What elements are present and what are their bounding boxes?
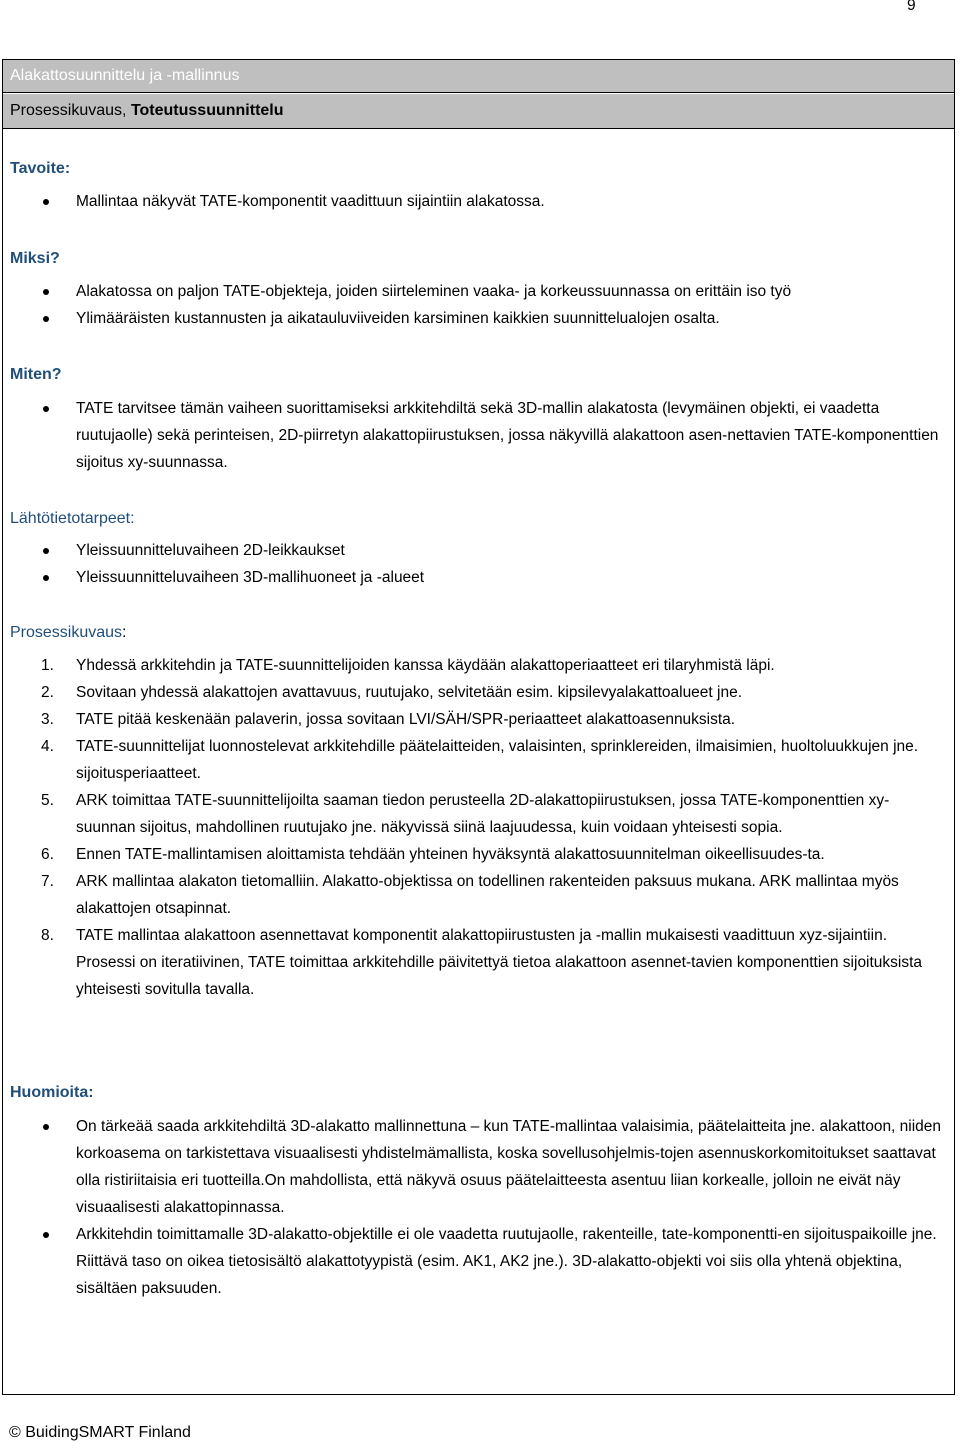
list-item: 3. TATE pitää keskenään palaverin, jossa sovitaan LVI/SÄH/SPR-periaatteet alakattoasennuksista. [41,711,736,728]
miksi-list [3,278,954,332]
list-item: 6. Ennen TATE-mallintamisen aloittamista tehdään yhteinen hyväksyntä alakattosuunnitelman oikeellisuudes-ta. [41,846,825,863]
lahtotiedot-heading: Lähtötietotarpeet: [10,510,135,527]
page-number: 9 [907,0,916,14]
list-item: Yleissuunnitteluvaiheen 3D-mallihuoneet ja -alueet [3,564,954,591]
prosessikuvaus-list [3,652,954,1003]
list-item: Ylimääräisten kustannusten ja aikatauluviiveiden karsiminen kaikkien suunnittelualojen osalta. [3,305,954,332]
list-item: Alakatossa on paljon TATE-objekteja, joiden siirteleminen vaaka- ja korkeussuunnassa on erittäin iso työ [3,278,954,305]
list-item: Arkkitehdin toimittamalle 3D-alakatto-objektille ei ole vaadetta ruutujaolle, rakenteille, tate-komponentti-en sijoituspaikoille jne. Riittävä taso on oikea tietosisältö alakattotyypistä (esim. AK1, AK2 jne.). 3D-alakatto-objekti voi siis olla yhtenä objektina, sisältäen paksuuden. [3,1221,954,1302]
list-item: 7. ARK mallintaa alakaton tietomalliin. Alakatto-objektissa on todellinen rakenteiden paksuus mukana. ARK mallintaa myös alakattojen otsapinnat. [41,873,899,917]
lahtotiedot-list [3,537,954,591]
list-item: 5. ARK toimittaa TATE-suunnittelijoilta saaman tiedon perusteella 2D-alakattopiirustuksen, jossa TATE-komponenttien xy-suunnan sijoitus, mahdollinen ruutujako jne. näkyvissä siinä laajuudessa, kuin voidaan yhteisesti sopia. [41,792,890,836]
prosessikuvaus-heading: Prosessikuvaus: [10,624,127,641]
bullet-icon [43,199,49,205]
bullet-icon [43,289,49,295]
list-item: 8. TATE mallintaa alakattoon asennettavat komponentit alakattopiirustusten ja -mallin mukaisesti vaadittuun xyz-sijaintiin. Prosessi on iteratiivinen, TATE toimittaa arkkitehdille päivitettyä tietoa alakattoon asennet-tavien komponenttien sijoituksista yhteisesti sovitulla tavalla. [41,927,923,998]
list-item: On tärkeää saada arkkitehdiltä 3D-alakatto mallinnettuna – kun TATE-mallintaa valaisimia, päätelaitteita jne. alakattoon, niiden korkoasema on tarkistettava visuaalisesti yhdistelmämallista, koska sovellusohjelmis-tojen asennuskorkomitoitukset saattavat olla ristiriitaisia eri tuotteilla.On mahdollista, että näkyvä osuus päätelaitteesta asentuu liian korkealle, jolloin ne eivät näy visuaalisesti alakattopinnassa. [3,1113,954,1221]
bullet-icon [43,1124,49,1130]
bullet-icon [43,575,49,581]
bullet-icon [43,316,49,322]
content-frame [2,59,955,1395]
miksi-heading: Miksi? [10,250,60,267]
miten-list [3,395,954,476]
miten-heading: Miten? [10,366,62,383]
list-item: 1. Yhdessä arkkitehdin ja TATE-suunnittelijoiden kanssa käydään alakattoperiaatteet eri tilaryhmistä läpi. [41,657,775,674]
tavoite-heading: Tavoite: [10,160,71,177]
document-subtitle [3,94,954,129]
subtitle-phase: Toteutussuunnittelu [130,102,284,119]
huomioita-heading: Huomioita: [10,1084,94,1101]
list-item: 4. TATE-suunnittelijat luonnostelevat arkkitehdille päätelaitteiden, valaisinten, sprinklereiden, ilmaisimien, huoltoluukkujen jne. sijoitusperiaatteet. [41,738,919,782]
bullet-icon [43,406,49,412]
tavoite-list [3,188,954,215]
huomioita-list [3,1113,954,1302]
list-item: 2. Sovitaan yhdessä alakattojen avattavuus, ruutujako, selvitetään esim. kipsilevyalakattoalueet jne. [41,684,743,701]
list-item: Mallintaa näkyvät TATE-komponentit vaadittuun sijaintiin alakatossa. [3,188,954,215]
document-title: Alakattosuunnittelu ja -mallinnus [3,60,954,93]
footer-copyright: © BuidingSMART Finland [9,1424,191,1441]
list-item: Yleissuunnitteluvaiheen 2D-leikkaukset [3,537,954,564]
subtitle-prefix: Prosessikuvaus, [10,102,131,119]
bullet-icon [43,548,49,554]
list-item: TATE tarvitsee tämän vaiheen suorittamiseksi arkkitehdiltä sekä 3D-mallin alakatosta (levymäinen objekti, ei vaadetta ruutujaolle) sekä perinteisen, 2D-piirretyn alakattopiirustuksen, jossa näkyvillä alakattoon asen-nettavien TATE-komponenttien sijoitus xy-suunnassa. [3,395,954,476]
bullet-icon [43,1232,49,1238]
